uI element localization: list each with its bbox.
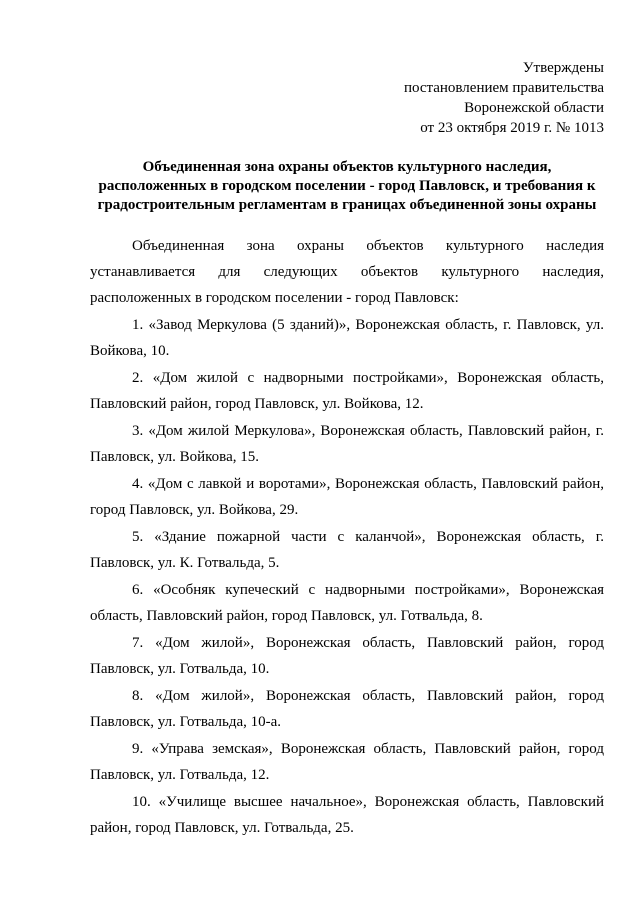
list-item bbox=[90, 630, 604, 682]
list-item bbox=[90, 524, 604, 576]
list-item-text: «Завод Меркулова (5 зданий)», Воронежская область, г. Павловск, ул. Войкова, 10. bbox=[90, 317, 605, 359]
list-item bbox=[90, 365, 604, 417]
intro-paragraph: Объединенная зона охраны объектов культурного наследия устанавливается для следующих объектов культурного наследия, расположенных в городском поселении - город Павловск: bbox=[90, 238, 604, 306]
list-item bbox=[90, 577, 604, 629]
list-item bbox=[90, 418, 604, 470]
list-item-number: 1. bbox=[132, 317, 144, 333]
list-item-number: 7. bbox=[132, 635, 144, 651]
list-item-number: 6. bbox=[132, 582, 144, 598]
list-item-text: «Дом с лавкой и воротами», Воронежская область, Павловский район, город Павловск, ул. Войкова, 29. bbox=[90, 476, 605, 518]
title-line: градостроительным регламентам в границах объединенной зоны охраны bbox=[97, 197, 597, 213]
approval-line: Утверждены bbox=[522, 60, 604, 76]
list-item-text: «Дом жилой», Воронежская область, Павловский район, город Павловск, ул. Готвальда, 10-а. bbox=[90, 688, 604, 730]
list-item-number: 9. bbox=[132, 741, 144, 757]
list-item-number: 4. bbox=[132, 476, 144, 492]
list-item-number: 10. bbox=[132, 794, 151, 810]
document-body bbox=[90, 233, 604, 841]
list-item bbox=[90, 736, 604, 788]
list-item bbox=[90, 683, 604, 735]
approval-line: постановлением правительства bbox=[403, 80, 604, 96]
title-line: расположенных в городском поселении - город Павловск, и требования к bbox=[98, 178, 596, 194]
list-item-text: «Дом жилой Меркулова», Воронежская область, Павловский район, г. Павловск, ул. Войкова, 15. bbox=[90, 423, 604, 465]
approval-date-line: от 23 октября 2019 г. № 1013 bbox=[420, 120, 604, 136]
list-item-number: 8. bbox=[132, 688, 144, 704]
list-item bbox=[90, 789, 604, 841]
list-item-text: «Дом жилой», Воронежская область, Павловский район, город Павловск, ул. Готвальда, 10. bbox=[90, 635, 604, 677]
document-title bbox=[90, 158, 604, 215]
list-item-text: «Дом жилой с надворными постройками», Воронежская область, Павловский район, город Павловск, ул. Войкова, 12. bbox=[90, 370, 605, 412]
list-item-text: «Училище высшее начальное», Воронежская область, Павловский район, город Павловск, ул. Готвальда, 25. bbox=[90, 794, 605, 836]
list-item-number: 3. bbox=[132, 423, 144, 439]
approval-block bbox=[90, 58, 604, 138]
list-item-text: «Особняк купеческий с надворными постройками», Воронежская область, Павловский район, город Павловск, ул. Готвальда, 8. bbox=[90, 582, 605, 624]
list-item bbox=[90, 312, 604, 364]
list-item-text: «Управа земская», Воронежская область, Павловский район, город Павловск, ул. Готвальда, 12. bbox=[90, 741, 604, 783]
title-line: Объединенная зона охраны объектов культурного наследия, bbox=[142, 159, 552, 175]
list-item-number: 5. bbox=[132, 529, 144, 545]
list-item-number: 2. bbox=[132, 370, 144, 386]
list-item-text: «Здание пожарной части с каланчой», Воронежская область, г. Павловск, ул. К. Готвальда, 5. bbox=[90, 529, 604, 571]
approval-line: Воронежской области bbox=[464, 100, 604, 116]
list-item bbox=[90, 471, 604, 523]
